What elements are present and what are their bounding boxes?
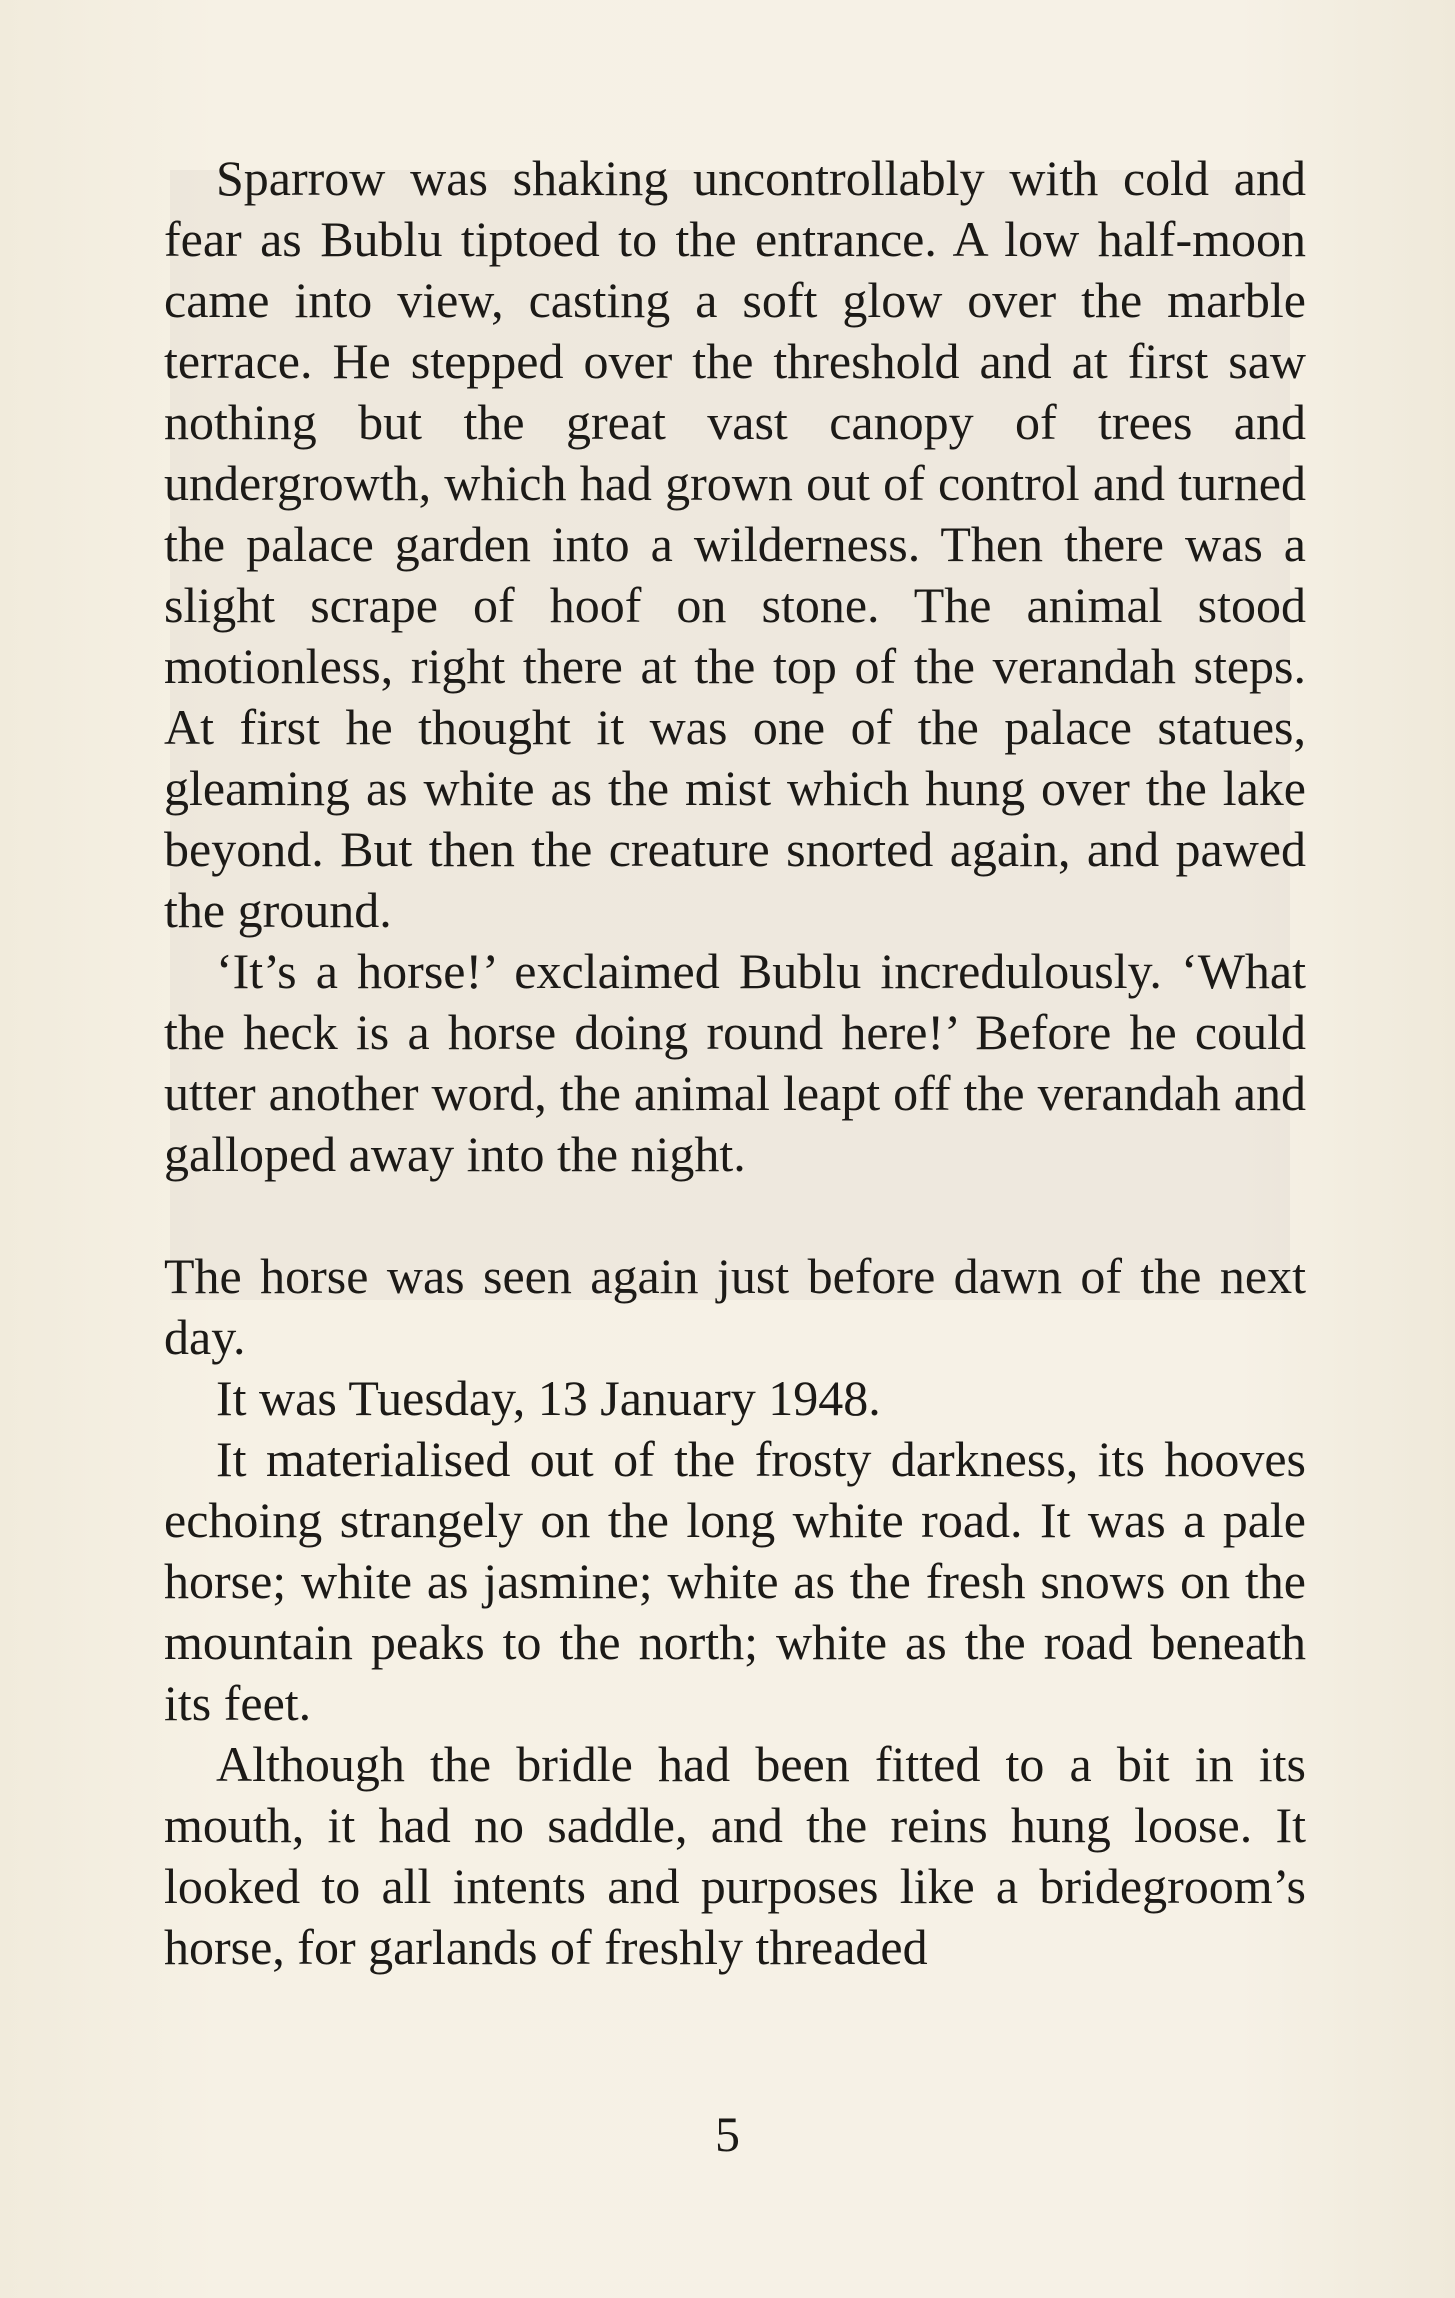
paragraph: The horse was seen again just before dawn of the next day.: [164, 1248, 1306, 1365]
paragraph: Although the bridle had been fitted to a bit in its mouth, it had no saddle, and the reins hung loose. It looked to all intents and purposes like a bridegroom’s horse, for garlands of freshly threaded: [164, 1736, 1306, 1975]
page-number: 5: [715, 2106, 740, 2162]
paragraph: It was Tuesday, 13 January 1948.: [216, 1370, 881, 1426]
paragraph: It materialised out of the frosty darkness, its hooves echoing strangely on the long white road. It was a pale horse; white as jasmine; white as the fresh snows on the mountain peaks to the north; white as the road beneath its feet.: [164, 1431, 1306, 1731]
paragraph: Sparrow was shaking uncontrollably with cold and fear as Bublu tiptoed to the entrance. A low half-moon came into view, casting a soft glow over the marble terrace. He stepped over the threshold and at first saw nothing but the great vast canopy of trees and undergrowth, which had grown out of control and turned the palace garden into a wilderness. Then there was a slight scrape of hoof on stone. The animal stood motionless, right there at the top of the verandah steps. At first he thought it was one of the palace statues, gleaming as white as the mist which hung over the lake beyond. But then the creature snorted again, and pawed the ground.: [164, 150, 1306, 938]
body-text: [164, 148, 1306, 1978]
section-break: [164, 1185, 1306, 1246]
paragraph: ‘It’s a horse!’ exclaimed Bublu incredulously. ‘What the heck is a horse doing round here!’ Before he could utter another word, the animal leapt off the verandah and galloped away into the night.: [164, 943, 1306, 1182]
